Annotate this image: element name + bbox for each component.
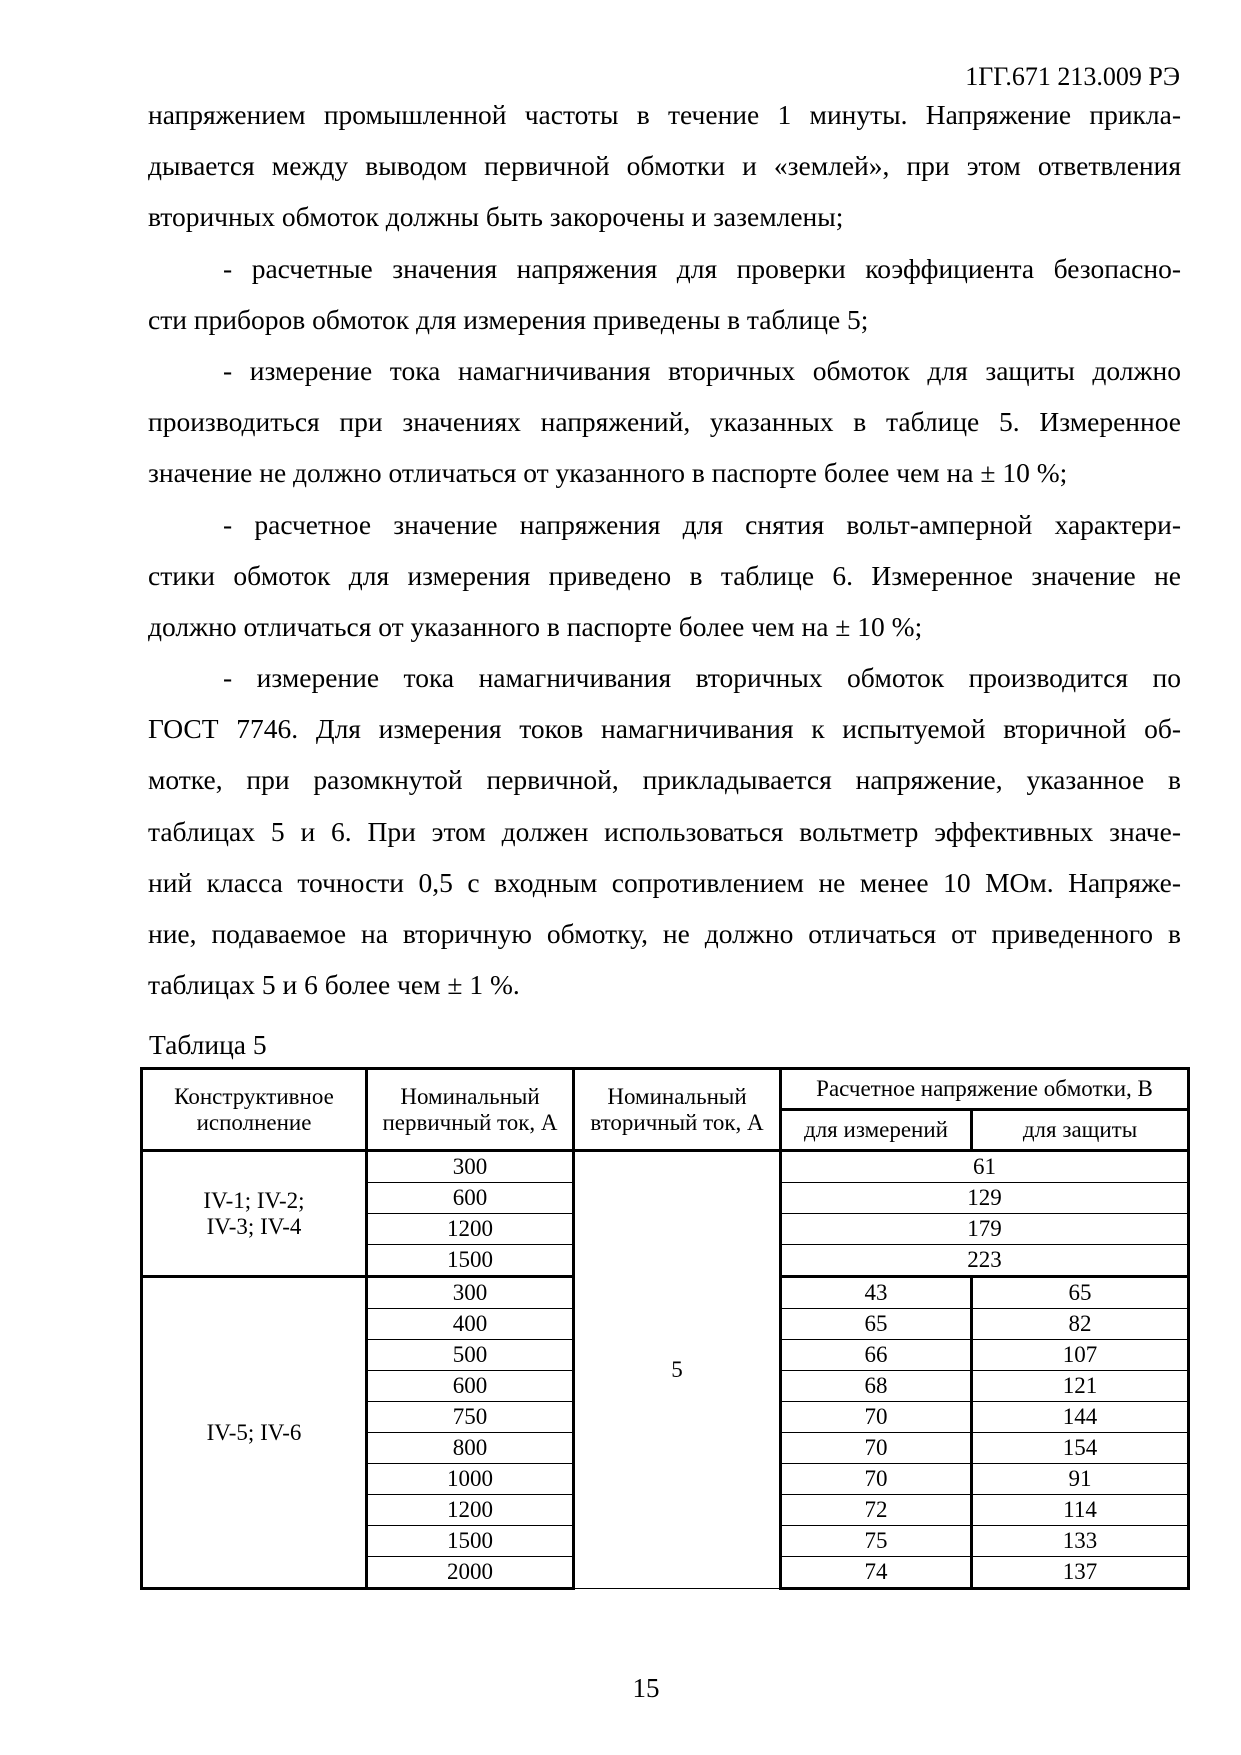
voltage-protect-cell: 133 bbox=[972, 1526, 1189, 1557]
voltage-measure-cell: 43 bbox=[781, 1277, 972, 1309]
text-line: должно отличаться от указанного в паспорте более чем на ± 10 %; bbox=[148, 610, 923, 642]
header-primary-current: Номинальный первичный ток, А bbox=[367, 1069, 574, 1151]
text-line: - измерение тока намагничивания вторичных обмоток производится по bbox=[223, 662, 1181, 694]
voltage-measure-cell: 70 bbox=[781, 1464, 972, 1495]
primary-current-cell: 800 bbox=[367, 1433, 574, 1464]
voltage-measure-cell: 72 bbox=[781, 1495, 972, 1526]
text-line: - расчетное значение напряжения для снятия вольт-амперной характери- bbox=[223, 508, 1181, 540]
text-line: ние, подаваемое на вторичную обмотку, не должно отличаться от приведенного в bbox=[148, 918, 1181, 949]
text-line: - расчетные значения напряжения для проверки коэффициента безопасно- bbox=[223, 252, 1181, 284]
voltage-protect-cell: 144 bbox=[972, 1402, 1189, 1433]
text-line: мотке, при разомкнутой первичной, прикладывается напряжение, указанное в bbox=[148, 764, 1181, 796]
voltage-cell: 129 bbox=[781, 1183, 1189, 1214]
text-line: ГОСТ 7746. Для измерения токов намагничивания к испытуемой вторичной об- bbox=[148, 713, 1181, 745]
secondary-current-cell: 5 bbox=[574, 1151, 781, 1589]
voltage-measure-cell: 65 bbox=[781, 1309, 972, 1340]
primary-current-cell: 400 bbox=[367, 1309, 574, 1340]
voltage-measure-cell: 75 bbox=[781, 1526, 972, 1557]
text-line: производиться при значениях напряжений, указанных в таблице 5. Измеренное bbox=[148, 406, 1181, 438]
text-line: стики обмоток для измерения приведено в таблице 6. Измеренное значение не bbox=[148, 559, 1181, 591]
primary-current-cell: 2000 bbox=[367, 1557, 574, 1589]
primary-current-cell: 600 bbox=[367, 1371, 574, 1402]
voltage-protect-cell: 137 bbox=[972, 1557, 1189, 1589]
text-line: напряжением промышленной частоты в течение 1 минуты. Напряжение прикла- bbox=[148, 99, 1181, 130]
voltage-protect-cell: 65 bbox=[972, 1277, 1189, 1309]
voltage-protect-cell: 154 bbox=[972, 1433, 1189, 1464]
header-secondary-current: Номинальный вторичный ток, А bbox=[574, 1069, 781, 1151]
voltage-cell: 61 bbox=[781, 1151, 1189, 1183]
voltage-cell: 223 bbox=[781, 1245, 1189, 1277]
voltage-protect-cell: 121 bbox=[972, 1371, 1189, 1402]
document-code: 1ГГ.671 213.009 РЭ bbox=[965, 62, 1180, 91]
primary-current-cell: 500 bbox=[367, 1340, 574, 1371]
voltage-cell: 179 bbox=[781, 1214, 1189, 1245]
voltage-measure-cell: 74 bbox=[781, 1557, 972, 1589]
primary-current-cell: 750 bbox=[367, 1402, 574, 1433]
primary-current-cell: 1500 bbox=[367, 1526, 574, 1557]
header-design: Конструктивное исполнение bbox=[142, 1069, 367, 1151]
voltage-protect-cell: 114 bbox=[972, 1495, 1189, 1526]
text-line: сти приборов обмоток для измерения приведены в таблице 5; bbox=[148, 303, 869, 335]
primary-current-cell: 1200 bbox=[367, 1495, 574, 1526]
body-text bbox=[148, 89, 1181, 1010]
voltage-measure-cell: 68 bbox=[781, 1371, 972, 1402]
header-voltage-protect: для защиты bbox=[972, 1110, 1189, 1151]
voltage-protect-cell: 82 bbox=[972, 1309, 1189, 1340]
text-line: значение не должно отличаться от указанного в паспорте более чем на ± 10 %; bbox=[148, 457, 1068, 489]
text-line: таблицах 5 и 6. При этом должен использоваться вольтметр эффективных значе- bbox=[148, 815, 1181, 847]
text-line: таблицах 5 и 6 более чем ± 1 %. bbox=[148, 969, 520, 1001]
header-voltage-measure: для измерений bbox=[781, 1110, 972, 1151]
text-line: вторичных обмоток должны быть закорочены и заземлены; bbox=[148, 201, 844, 233]
voltage-measure-cell: 70 bbox=[781, 1433, 972, 1464]
table-caption: Таблица 5 bbox=[149, 1029, 267, 1060]
table-row bbox=[142, 1151, 1189, 1183]
page-number: 15 bbox=[632, 1673, 660, 1703]
text-line: дывается между выводом первичной обмотки и «землей», при этом ответвления bbox=[148, 150, 1181, 182]
primary-current-cell: 300 bbox=[367, 1277, 574, 1309]
voltage-measure-cell: 66 bbox=[781, 1340, 972, 1371]
voltage-protect-cell: 107 bbox=[972, 1340, 1189, 1371]
primary-current-cell: 600 bbox=[367, 1183, 574, 1214]
primary-current-cell: 1000 bbox=[367, 1464, 574, 1495]
text-line: - измерение тока намагничивания вторичных обмоток для защиты должно bbox=[223, 354, 1181, 386]
primary-current-cell: 1200 bbox=[367, 1214, 574, 1245]
primary-current-cell: 1500 bbox=[367, 1245, 574, 1277]
header-voltage: Расчетное напряжение обмотки, В bbox=[781, 1069, 1189, 1110]
voltage-measure-cell: 70 bbox=[781, 1402, 972, 1433]
text-line: ний класса точности 0,5 с входным сопротивлением не менее 10 МОм. Напряже- bbox=[148, 866, 1181, 898]
design-cell: IV-5; IV-6 bbox=[142, 1277, 367, 1589]
design-cell: IV-1; IV-2; IV-3; IV-4 bbox=[142, 1151, 367, 1277]
table-5 bbox=[140, 1067, 1190, 1590]
voltage-protect-cell: 91 bbox=[972, 1464, 1189, 1495]
primary-current-cell: 300 bbox=[367, 1151, 574, 1183]
